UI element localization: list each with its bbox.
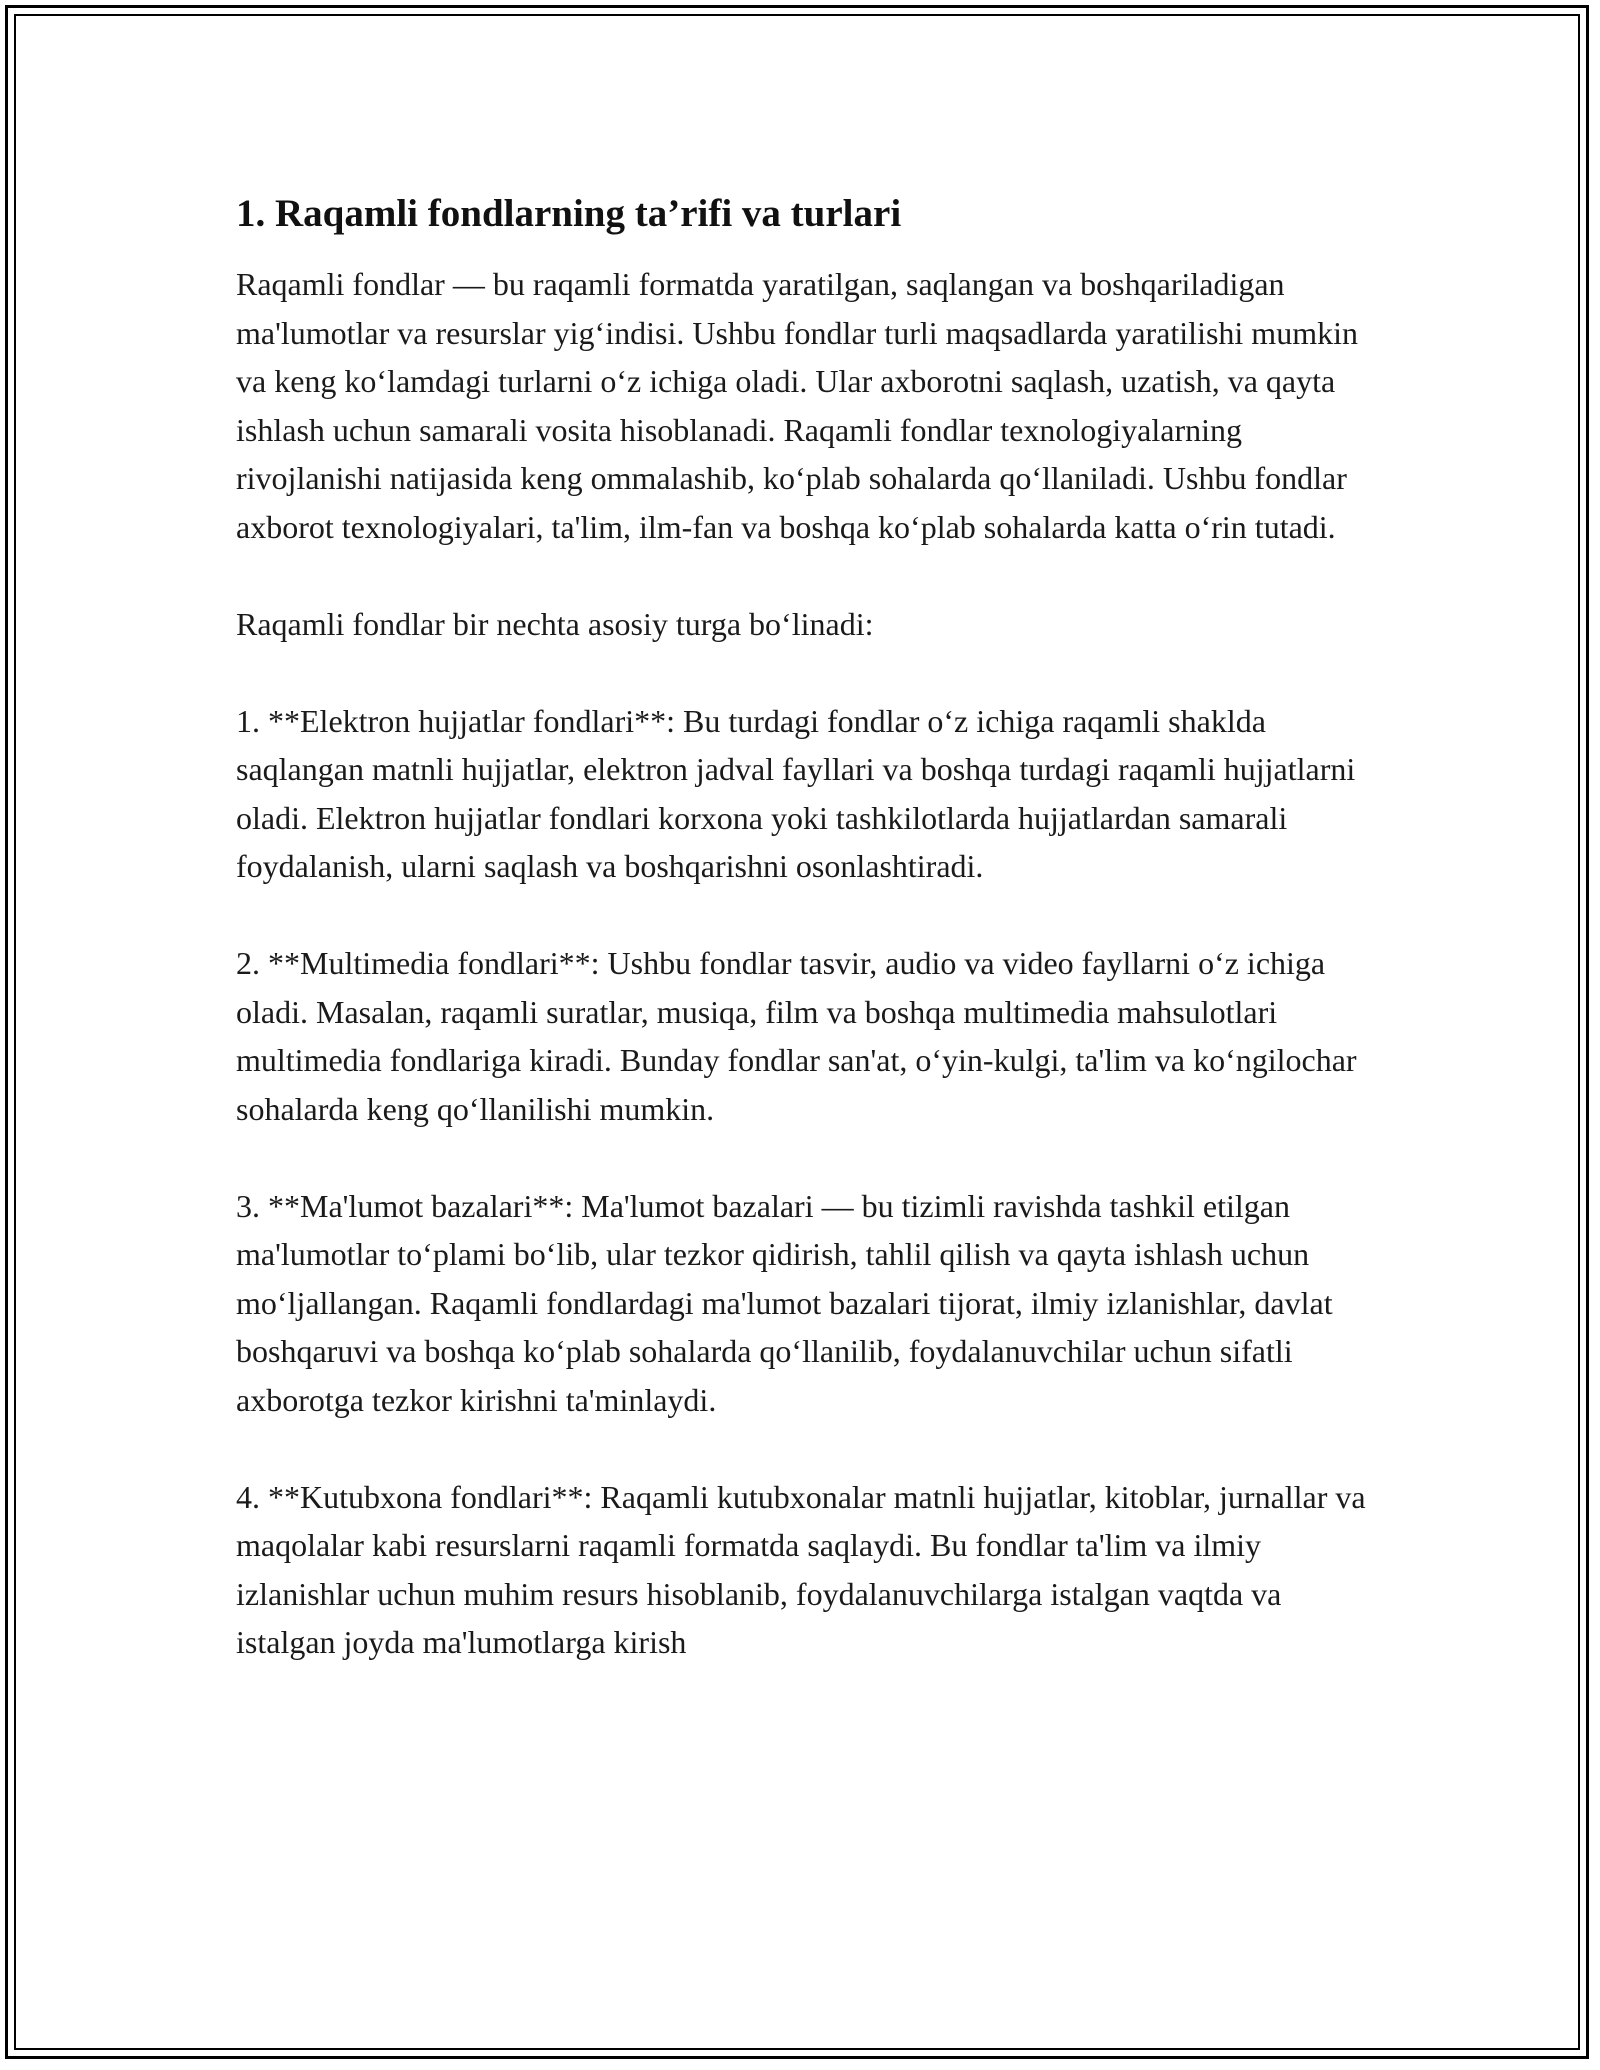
paragraph-databases: 3. **Ma'lumot bazalari**: Ma'lumot bazalari — bu tizimli ravishda tashkil etilgan ma'lumotlar to‘plami bo‘lib, ular tezkor qidirish, tahlil qilish va qayta ishlash uchun mo‘ljallangan. Raqamli fondlardagi ma'lumot bazalari tijorat, ilmiy izlanishlar, davlat boshqaruvi va boshqa ko‘plab sohalarda qo‘llanilib, foydalanuvchilar uchun sifatli axborotga tezkor kirishni ta'minlaydi. <box>236 1187 1333 1418</box>
paragraph-types-intro: Raqamli fondlar bir nechta asosiy turga bo‘linadi: <box>236 605 874 642</box>
paragraph-definition: Raqamli fondlar — bu raqamli formatda yaratilgan, saqlangan va boshqariladigan ma'lumotlar va resurslar yig‘indisi. Ushbu fondlar turli maqsadlarda yaratilishi mumkin va keng ko‘lamdagi turlarni o‘z ichiga oladi. Ular axborotni saqlash, uzatish, va qayta ishlash uchun samarali vosita hisoblanadi. Raqamli fondlar texnologiyalarning rivojlanishi natijasida keng ommalashib, ko‘plab sohalarda qo‘llaniladi. Ushbu fondlar axborot texnologiyalari, ta'lim, ilm-fan va boshqa ko‘plab sohalarda katta o‘rin tutadi. <box>236 266 1358 545</box>
document-body <box>236 190 1366 1667</box>
paragraph-electronic-documents: 1. **Elektron hujjatlar fondlari**: Bu turdagi fondlar o‘z ichiga raqamli shaklda saqlangan matnli hujjatlar, elektron jadval fayllari va boshqa turdagi raqamli hujjatlarni oladi. Elektron hujjatlar fondlari korxona yoki tashkilotlarda hujjatlardan samarali foydalanish, ularni saqlash va boshqarishni osonlashtiradi. <box>236 702 1356 884</box>
paragraph-multimedia: 2. **Multimedia fondlari**: Ushbu fondlar tasvir, audio va video fayllarni o‘z ichiga oladi. Masalan, raqamli suratlar, musiqa, film va boshqa multimedia mahsulotlari multimedia fondlariga kiradi. Bunday fondlar san'at, o‘yin-kulgi, ta'lim va ko‘ngilochar sohalarda keng qo‘llanilishi mumkin. <box>236 945 1357 1127</box>
section-heading: 1. Raqamli fondlarning ta’rifi va turlari <box>236 192 902 235</box>
paragraph-library-funds: 4. **Kutubxona fondlari**: Raqamli kutubxonalar matnli hujjatlar, kitoblar, jurnallar va maqolalar kabi resurslarni raqamli formatda saqlaydi. Bu fondlar ta'lim va ilmiy izlanishlar uchun muhim resurs hisoblanib, foydalanuvchilarga istalgan vaqtda va istalgan joyda ma'lumotlarga kirish <box>236 1478 1366 1660</box>
